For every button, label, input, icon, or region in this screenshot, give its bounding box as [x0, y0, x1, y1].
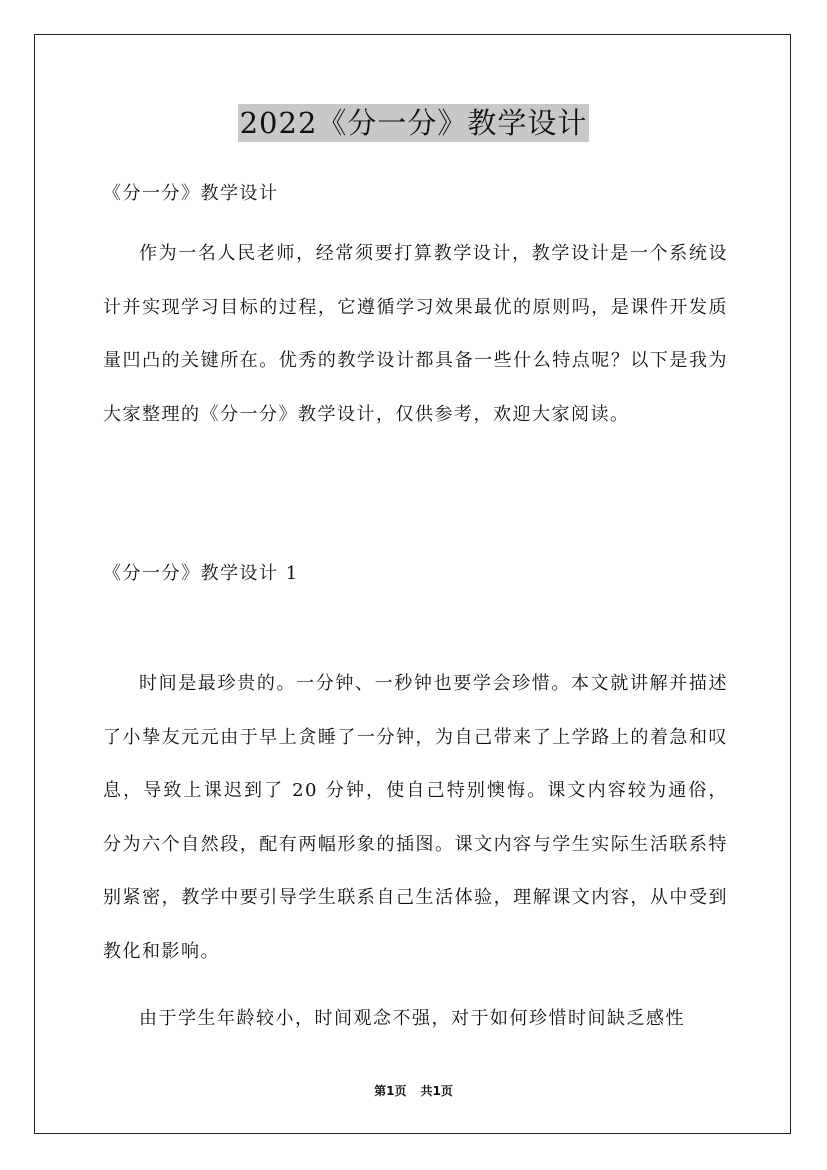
- page-footer: [0, 1083, 827, 1099]
- page-number: 第1页: [374, 1084, 407, 1098]
- page-total: 共1页: [420, 1084, 453, 1098]
- section-heading: 《分一分》教学设计 1: [103, 563, 299, 584]
- document-subtitle: 《分一分》教学设计: [103, 183, 279, 204]
- title-container: [0, 104, 827, 142]
- section-paragraph-2: 由于学生年龄较小，时间观念不强，对于如何珍惜时间缺乏感性: [139, 1008, 685, 1029]
- document-title: 2022《分一分》教学设计: [239, 106, 588, 140]
- section-paragraph-1: 时间是最珍贵的。一分钟、一秒钟也要学会珍惜。本文就讲解并描述了小挚友元元由于早上贪睡了一分钟，为自己带来了上学路上的着急和叹息，导致上课迟到了 20 分钟，使自己特别懊悔。课文内容较为通俗，分为六个自然段，配有两幅形象的插图。课文内容与学生实际生活联系特别紧密，教学中要引导学生联系自己生活体验，理解课文内容，从中受到教化和影响。: [103, 673, 728, 962]
- intro-paragraph: 作为一名人民老师，经常须要打算教学设计，教学设计是一个系统设计并实现学习目标的过程，它遵循学习效果最优的原则吗，是课件开发质量凹凸的关键所在。优秀的教学设计都具备一些什么特点呢？以下是我为大家整理的《分一分》教学设计，仅供参考，欢迎大家阅读。: [103, 243, 728, 425]
